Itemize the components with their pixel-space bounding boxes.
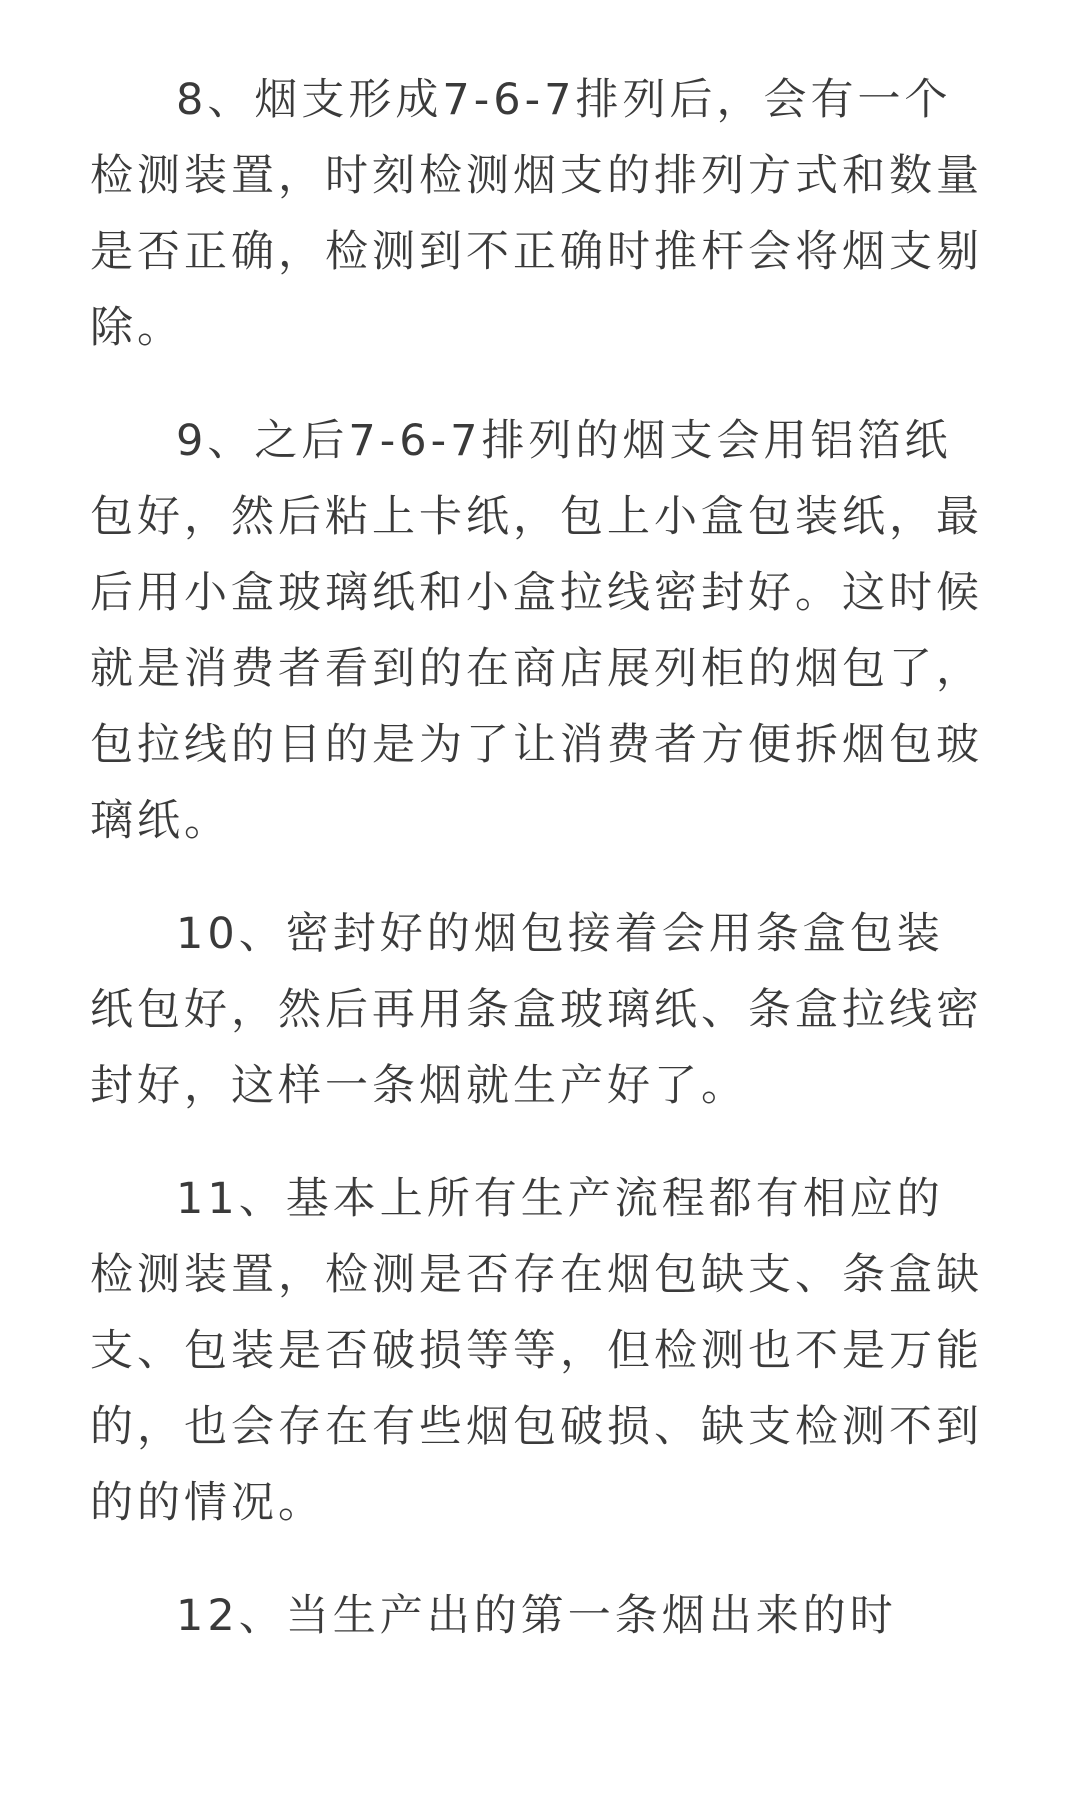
paragraph-step-9: 9、之后7-6-7排列的烟支会用铝箔纸包好，然后粘上卡纸，包上小盒包装纸，最后用小盒玻璃纸和小盒拉线密封好。这时候就是消费者看到的在商店展列柜的烟包了，包拉线的目的是为了让消费者方便拆烟包玻璃纸。 (90, 416, 983, 846)
paragraph-step-10: 10、密封好的烟包接着会用条盒包装纸包好，然后再用条盒玻璃纸、条盒拉线密封好，这样一条烟就生产好了。 (90, 909, 983, 1111)
paragraph-step-8: 8、烟支形成7-6-7排列后，会有一个检测装置，时刻检测烟支的排列方式和数量是否正确，检测到不正确时推杆会将烟支剔除。 (90, 75, 983, 353)
paragraph-step-11: 11、基本上所有生产流程都有相应的检测装置，检测是否存在烟包缺支、条盒缺支、包装是否破损等等，但检测也不是万能的，也会存在有些烟包破损、缺支检测不到的的情况。 (90, 1174, 983, 1528)
paragraph-step-12: 12、当生产出的第一条烟出来的时 (176, 1591, 897, 1641)
